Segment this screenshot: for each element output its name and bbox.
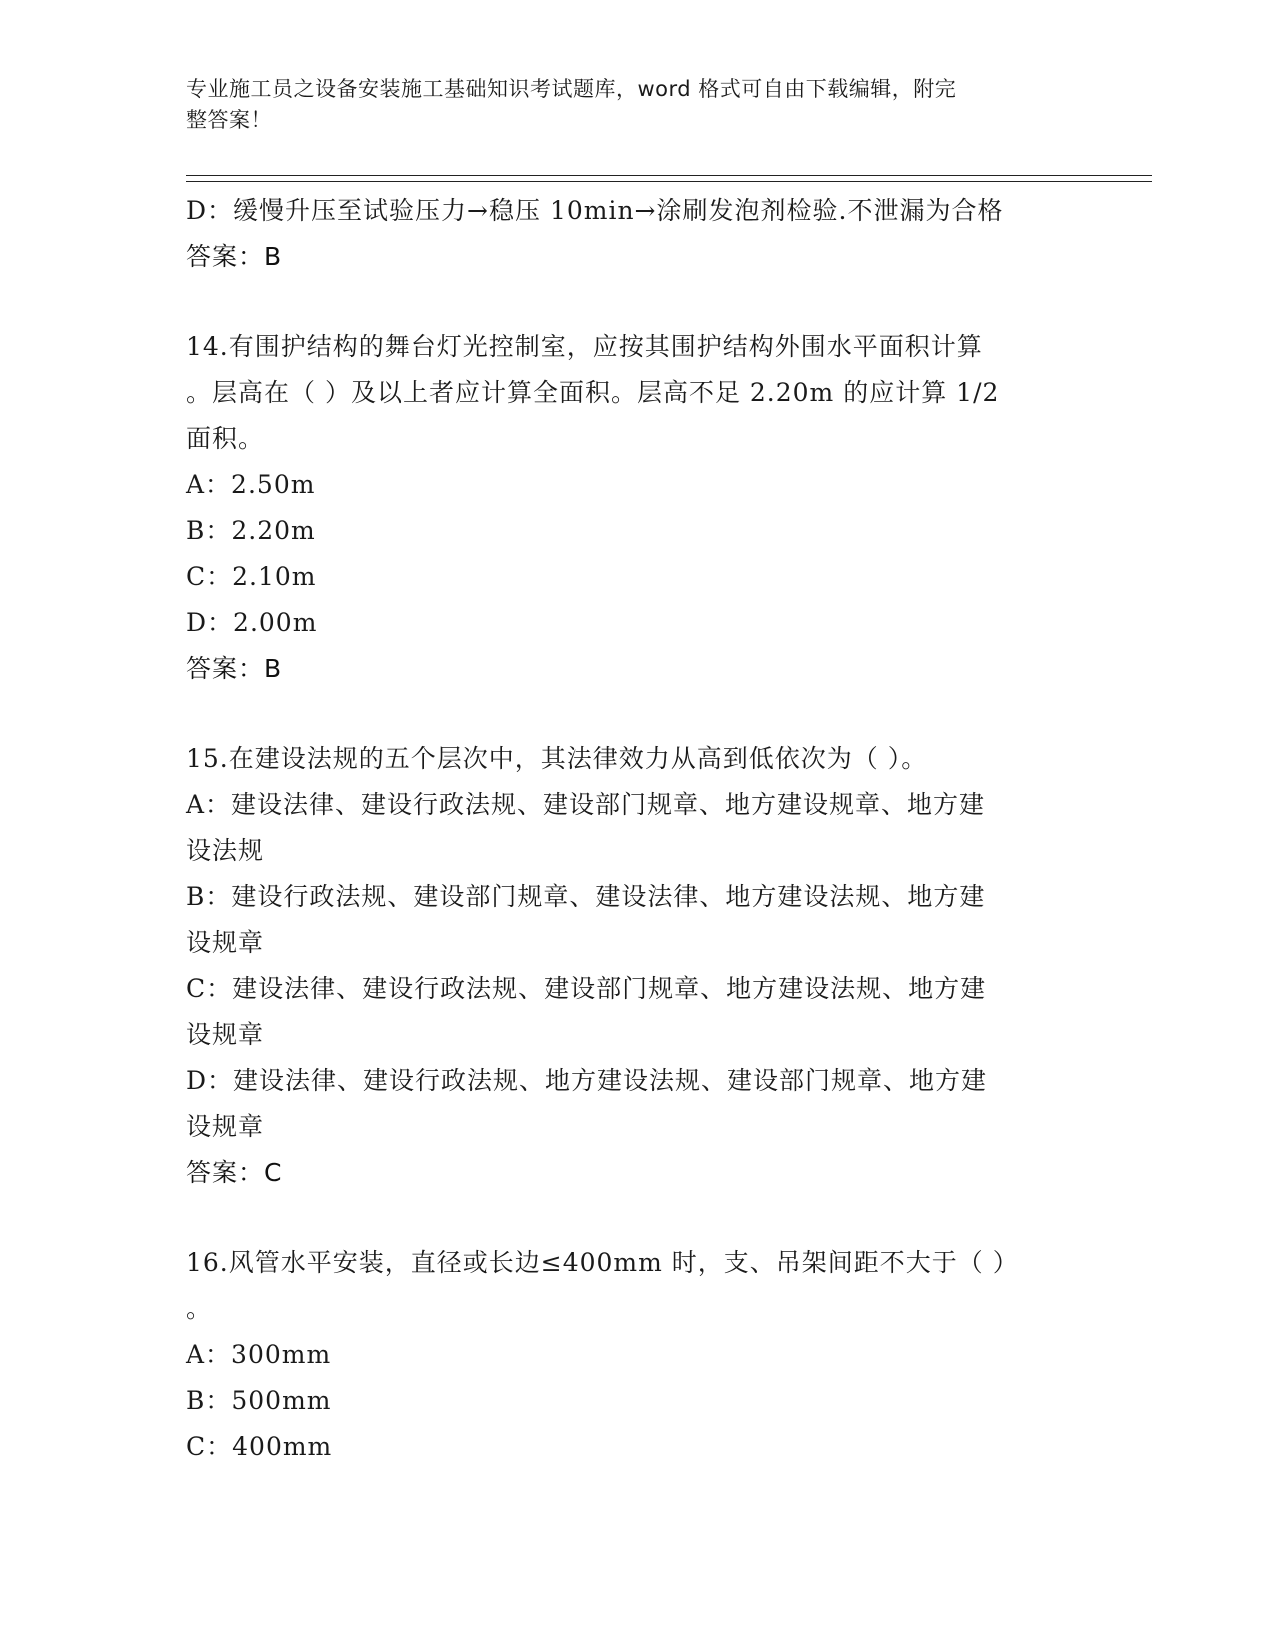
option-b: B：2.20m xyxy=(186,516,316,545)
header-line-1: 专业施工员之设备安装施工基础知识考试题库，word 格式可自由下载编辑，附完 xyxy=(186,77,957,101)
option-c: C：2.10m xyxy=(186,562,317,591)
option-a: A：建设法律、建设行政法规、建设部门规章、地方建设规章、地方建 xyxy=(186,790,986,819)
answer-line: 答案：C xyxy=(186,1158,283,1187)
question-text: 面积。 xyxy=(186,424,265,453)
question-block-14 xyxy=(186,324,1086,692)
question-text: 14.有围护结构的舞台灯光控制室，应按其围护结构外围水平面积计算 xyxy=(186,332,983,361)
header-divider-top xyxy=(186,175,1152,176)
option-d: D：2.00m xyxy=(186,608,318,637)
option-b: B：建设行政法规、建设部门规章、建设法律、地方建设法规、地方建 xyxy=(186,882,986,911)
question-block-15 xyxy=(186,736,1086,1196)
question-block-16 xyxy=(186,1240,1086,1470)
answer-line: 答案：B xyxy=(186,654,283,683)
document-header xyxy=(186,74,1066,136)
header-divider-bottom xyxy=(186,181,1152,182)
option-b: B：500mm xyxy=(186,1386,332,1415)
option-a-continued: 设法规 xyxy=(186,836,265,865)
option-d: D：缓慢升压至试验压力→稳压 10min→涂刷发泡剂检验.不泄漏为合格 xyxy=(186,196,1004,225)
option-c: C：400mm xyxy=(186,1432,333,1461)
header-line-2: 整答案！ xyxy=(186,108,272,132)
answer-line: 答案：B xyxy=(186,242,283,271)
question-text: 。 xyxy=(186,1294,213,1323)
option-c-continued: 设规章 xyxy=(186,1020,265,1049)
question-text: 15.在建设法规的五个层次中，其法律效力从高到低依次为（ ）。 xyxy=(186,744,928,773)
option-c: C：建设法律、建设行政法规、建设部门规章、地方建设法规、地方建 xyxy=(186,974,987,1003)
question-block-13 xyxy=(186,188,1086,280)
question-text: 。层高在（ ）及以上者应计算全面积。层高不足 2.20m 的应计算 1/2 xyxy=(186,378,1000,407)
option-b-continued: 设规章 xyxy=(186,928,265,957)
option-d: D：建设法律、建设行政法规、地方建设法规、建设部门规章、地方建 xyxy=(186,1066,988,1095)
option-d-continued: 设规章 xyxy=(186,1112,265,1141)
option-a: A：300mm xyxy=(186,1340,332,1369)
question-text: 16.风管水平安装，直径或长边≤400mm 时，支、吊架间距不大于（ ） xyxy=(186,1248,1019,1277)
option-a: A：2.50m xyxy=(186,470,316,499)
question-content xyxy=(186,188,1086,1470)
